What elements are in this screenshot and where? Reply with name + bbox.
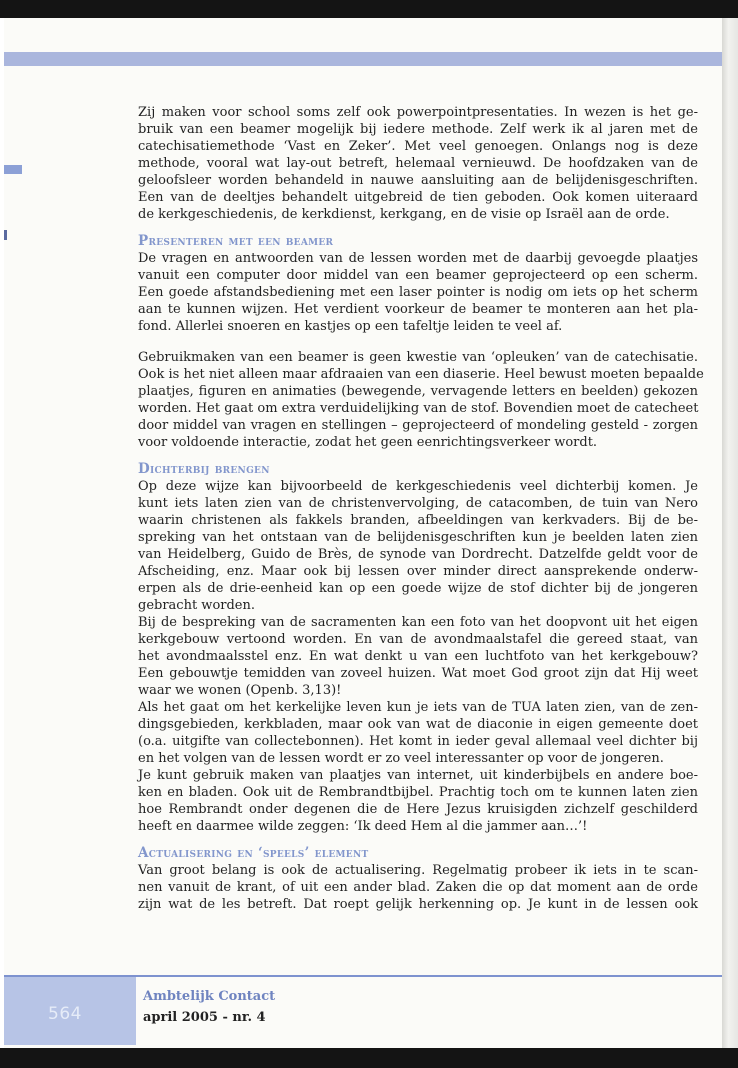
text-line: nen vanuit de krant, of uit een ander blad. Zaken die op dat moment aan de orde bbox=[138, 880, 698, 895]
section-heading-dichterbij: Dichterbij brengen bbox=[138, 461, 270, 477]
paragraph-beamer-1 bbox=[138, 250, 698, 335]
text-line: van Heidelberg, Guido de Brès, de synode van Dordrecht. Datzelfde geldt voor de bbox=[138, 547, 698, 562]
text-line: Zij maken voor school soms zelf ook powerpointpresentaties. In wezen is het ge- bbox=[138, 105, 698, 120]
text-line: Ook is het niet alleen maar afdraaien van een diaserie. Heel bewust moeten bepaalde bbox=[138, 367, 704, 382]
text-line: kunt iets laten zien van de christenvervolging, de catacomben, de tuin van Nero bbox=[138, 496, 698, 511]
text-line: kerkgebouw vertoond worden. En van de avondmaalstafel die gereed staat, van bbox=[138, 632, 698, 647]
text-line: dingsgebieden, kerkbladen, maar ook van wat de diaconie in eigen gemeente doet bbox=[138, 717, 698, 732]
text-line: voor voldoende interactie, zodat het geen eenrichtingsverkeer wordt. bbox=[138, 435, 598, 450]
section-heading-actualisering: Actualisering en ‘speels’ element bbox=[138, 845, 369, 861]
text-line: Afscheiding, enz. Maar ook bij lessen over minder direct aansprekende onderw- bbox=[138, 564, 698, 579]
text-line: methode, vooral wat lay-out betreft, helemaal vernieuwd. De hoofdzaken van de bbox=[138, 156, 698, 171]
text-line: Een gebouwtje temidden van zoveel huizen. Wat moet God groot zijn dat Hij weet bbox=[138, 666, 698, 681]
text-line: Van groot belang is ook de actualisering. Regelmatig probeer ik iets in te scan- bbox=[138, 863, 698, 878]
scan-bottom-border bbox=[0, 1048, 738, 1068]
paragraph-dichterbij-2 bbox=[138, 614, 698, 699]
paragraph-dichterbij-1 bbox=[138, 478, 698, 614]
paragraph-dichterbij-3 bbox=[138, 699, 698, 767]
text-line: Een van de deeltjes behandelt uitgebreid de tien geboden. Ook komen uiteraard bbox=[138, 190, 698, 205]
text-line: hoe Rembrandt onder degenen die de Here Jezus kruisigden zichzelf geschilderd bbox=[138, 802, 698, 817]
text-line: het avondmaalsstel enz. En wat denkt u van een luchtfoto van het kerkgebouw? bbox=[138, 649, 698, 664]
text-line: geloofsleer worden behandeld in nauwe aansluiting aan de belijdenisgeschriften. bbox=[138, 173, 698, 188]
issue-info: april 2005 - nr. 4 bbox=[143, 1010, 266, 1025]
text-line: erpen als de drie-eenheid kan op een goede wijze de stof dichter bij de jongeren bbox=[138, 581, 698, 596]
paragraph-beamer-2 bbox=[138, 349, 704, 451]
text-line: Op deze wijze kan bijvoorbeeld de kerkgeschiedenis veel dichterbij komen. Je bbox=[138, 479, 698, 494]
text-line: waar we wonen (Openb. 3,13)! bbox=[138, 683, 342, 698]
text-line: plaatjes, figuren en animaties (bewegende, vervagende letters en beelden) gekozen bbox=[138, 384, 698, 399]
text-line: bruik van een beamer mogelijk bij iedere methode. Zelf werk ik al jaren met de bbox=[138, 122, 698, 137]
text-line: spreking van het ontstaan van de belijdenisgeschriften kun je beelden laten zien bbox=[138, 530, 698, 545]
text-line: worden. Het gaat om extra verduidelijking van de stof. Bovendien moet de catecheet bbox=[138, 401, 699, 416]
text-line: fond. Allerlei snoeren en kastjes op een tafeltje leiden te veel af. bbox=[138, 319, 563, 334]
margin-tick bbox=[4, 230, 7, 240]
text-line: Een goede afstandsbediening met een laser pointer is nodig om iets op het scherm bbox=[138, 285, 698, 300]
text-line: en het volgen van de lessen wordt er zo veel interessanter op voor de jongeren. bbox=[138, 751, 664, 766]
header-color-band bbox=[4, 52, 722, 66]
paragraph-actualisering-1 bbox=[138, 862, 698, 913]
text-line: ken en bladen. Ook uit de Rembrandtbijbel. Prachtig toch om te kunnen laten zien bbox=[138, 785, 698, 800]
text-line: zijn wat de les betreft. Dat roept gelijk herkenning op. Je kunt in de lessen ook bbox=[138, 897, 698, 912]
text-line: Gebruikmaken van een beamer is geen kwestie van ‘opleuken’ van de catechisatie. bbox=[138, 350, 698, 365]
paragraph-intro bbox=[138, 104, 698, 223]
text-line: De vragen en antwoorden van de lessen worden met de daarbij gevoegde plaatjes bbox=[138, 251, 698, 266]
text-line: heeft en daarmee wilde zeggen: ‘Ik deed Hem al die jammer aan…’! bbox=[138, 819, 588, 834]
text-line: Bij de bespreking van de sacramenten kan een foto van het doopvont uit het eigen bbox=[138, 615, 698, 630]
section-heading-beamer: Presenteren met een beamer bbox=[138, 233, 334, 249]
text-line: aan te kunnen wijzen. Het verdient voorkeur de beamer te monteren aan het pla- bbox=[138, 302, 698, 317]
article-body bbox=[138, 104, 704, 913]
text-line: de kerkgeschiedenis, de kerkdienst, kerkgang, en de visie op Israël aan de orde. bbox=[138, 207, 670, 222]
paragraph-dichterbij-4 bbox=[138, 767, 698, 835]
text-line: Je kunt gebruik maken van plaatjes van internet, uit kinderbijbels en andere boe- bbox=[138, 768, 698, 783]
text-line: waarin christenen als fakkels branden, afbeeldingen van kerkvaders. Bij de be- bbox=[138, 513, 698, 528]
page-edge-shadow bbox=[722, 18, 738, 1048]
margin-marker bbox=[4, 165, 22, 174]
text-line: gebracht worden. bbox=[138, 598, 255, 613]
text-line: vanuit een computer door middel van een beamer geprojecteerd op een scherm. bbox=[138, 268, 698, 283]
text-line: (o.a. uitgifte van collectebonnen). Het komt in ieder geval allemaal veel dichter bij bbox=[138, 734, 698, 749]
scan-top-border bbox=[0, 0, 738, 18]
text-line: catechisatiemethode ‘Vast en Zeker’. Met veel genoegen. Onlangs nog is deze bbox=[138, 139, 698, 154]
page-number: 564 bbox=[48, 1004, 82, 1024]
text-line: Als het gaat om het kerkelijke leven kun je iets van de TUA laten zien, van de zen- bbox=[138, 700, 698, 715]
text-line: door middel van vragen en stellingen – geprojecteerd of mondeling gesteld - zorgen bbox=[138, 418, 698, 433]
magazine-title: Ambtelijk Contact bbox=[143, 989, 276, 1004]
